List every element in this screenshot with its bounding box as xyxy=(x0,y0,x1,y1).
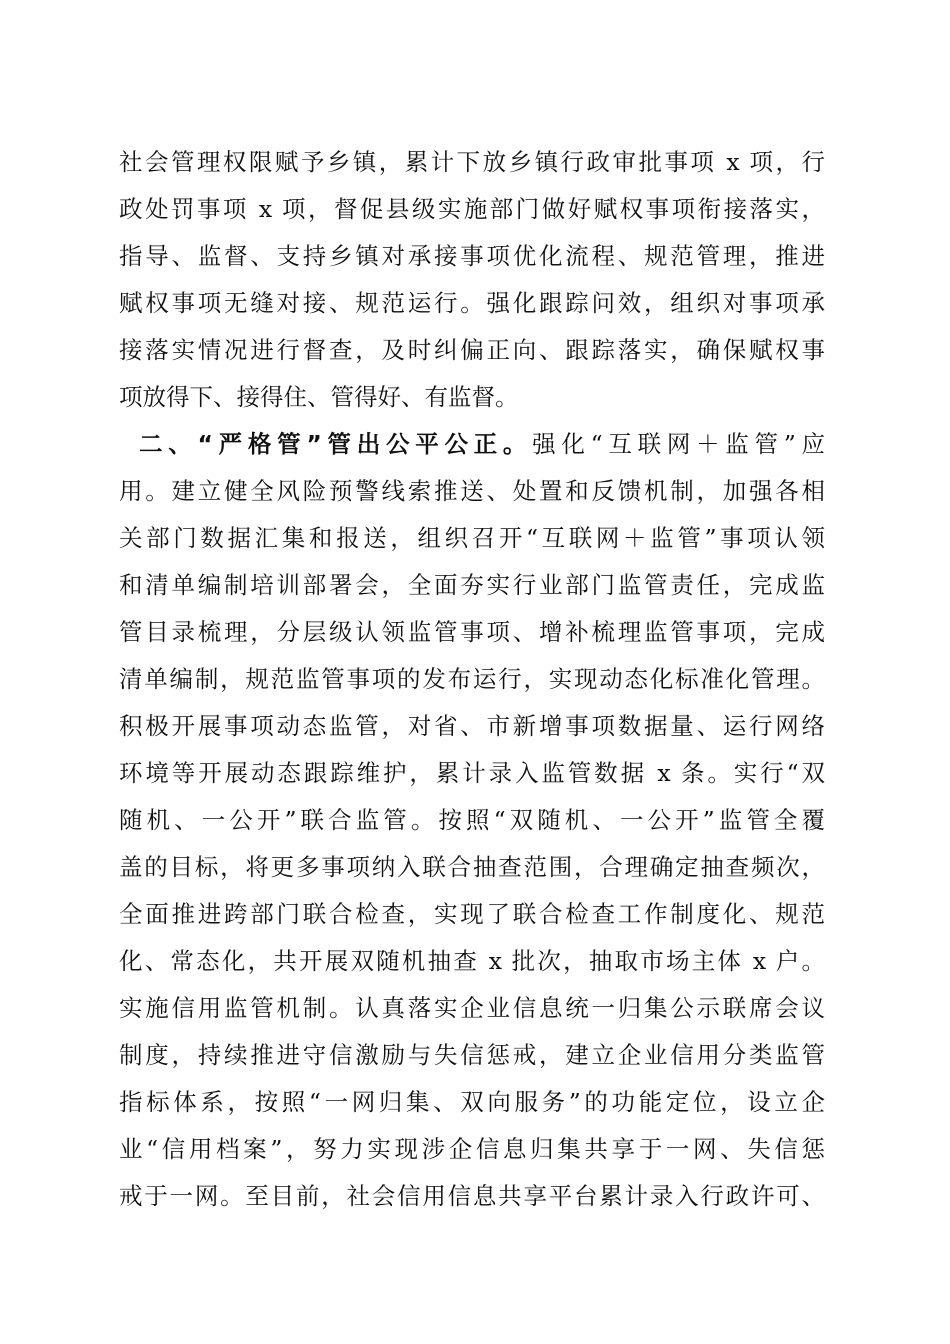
paragraph-line: 环境等开展动态跟踪维护，累计录入监管数据 x 条。实行“双 xyxy=(119,759,825,787)
section-heading: 二、“严格管”管出公平公正。 xyxy=(139,430,533,458)
paragraph-line: 赋权事项无缝对接、规范运行。强化跟踪问效，组织对事项承 xyxy=(119,289,825,317)
paragraph-line: 戒于一网。至目前，社会信用信息共享平台累计录入行政许可、 xyxy=(119,1182,825,1210)
paragraph-line: 管目录梳理，分层级认领监管事项、增补梳理监管事项，完成 xyxy=(119,618,825,646)
paragraph-line: 全面推进跨部门联合检查，实现了联合检查工作制度化、规范 xyxy=(119,900,825,928)
document-body xyxy=(119,139,825,1220)
paragraph-line: 项放得下、接得住、管得好、有监督。 xyxy=(119,383,519,411)
paragraph-line: 制度，持续推进守信激励与失信惩戒，建立企业信用分类监管 xyxy=(119,1041,825,1069)
paragraph-line: 用。建立健全风险预警线索推送、处置和反馈机制，加强各相 xyxy=(119,477,825,505)
section-heading-line xyxy=(119,421,825,468)
paragraph-line: 积极开展事项动态监管，对省、市新增事项数据量、运行网络 xyxy=(119,712,825,740)
paragraph-line: 实施信用监管机制。认真落实企业信息统一归集公示联席会议 xyxy=(119,994,825,1022)
paragraph-line: 化、常态化，共开展双随机抽查 x 批次，抽取市场主体 x 户。 xyxy=(119,947,825,975)
paragraph-line: 社会管理权限赋予乡镇，累计下放乡镇行政审批事项 x 项，行 xyxy=(119,148,825,176)
paragraph-line: 随机、一公开”联合监管。按照“双随机、一公开”监管全覆 xyxy=(119,806,825,834)
paragraph-line: 指标体系，按照“一网归集、双向服务”的功能定位，设立企 xyxy=(119,1088,825,1116)
paragraph-line: 业“信用档案”，努力实现涉企信息归集共享于一网、失信惩 xyxy=(119,1135,825,1163)
paragraph-line: 政处罚事项 x 项，督促县级实施部门做好赋权事项衔接落实， xyxy=(119,195,825,223)
heading-line-text: 强化“互联网＋监管”应 xyxy=(532,430,826,458)
paragraph-line: 关部门数据汇集和报送，组织召开“互联网＋监管”事项认领 xyxy=(119,524,825,552)
paragraph-line: 指导、监督、支持乡镇对承接事项优化流程、规范管理，推进 xyxy=(119,242,825,270)
paragraph-line: 清单编制，规范监管事项的发布运行，实现动态化标准化管理。 xyxy=(119,665,825,693)
paragraph-line: 接落实情况进行督查，及时纠偏正向、跟踪落实，确保赋权事 xyxy=(119,336,825,364)
paragraph-line: 和清单编制培训部署会，全面夯实行业部门监管责任，完成监 xyxy=(119,571,825,599)
paragraph-line: 盖的目标，将更多事项纳入联合抽查范围，合理确定抽查频次， xyxy=(119,853,825,881)
